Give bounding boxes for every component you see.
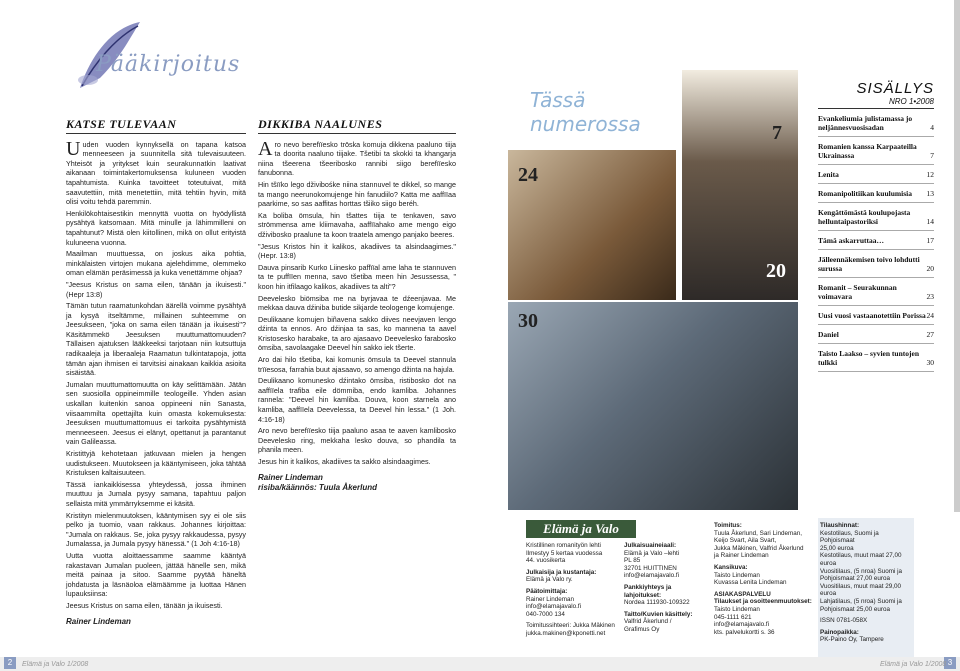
dropcap: U [66, 137, 81, 160]
photo-radio-studio [508, 302, 798, 510]
masthead-line: ja Rainer Lindeman [714, 552, 769, 560]
toc-item-page: 30 [926, 358, 934, 367]
toc-item[interactable] [818, 325, 934, 344]
toc-item-page: 7 [930, 151, 934, 160]
toc-item-title: Lenita [818, 170, 839, 179]
toc-item[interactable] [818, 278, 934, 306]
masthead-column [820, 522, 912, 644]
section-title: Pääkirjoitus [96, 52, 241, 77]
toc-item-page: 23 [926, 292, 934, 301]
masthead-line: Kansikuva: [714, 563, 748, 571]
masthead-line: Rainer Lindeman [526, 595, 574, 603]
toc-item[interactable] [818, 184, 934, 203]
paragraph: Uuden vuoden kynnyksellä on tapana katsoa menneeseen ja suunnitella sitä tulevaisuuteen. Yhteisöt ja yritykset kuin seurakunnatkin laativat aikanaan toimintakertomuksensa kuluneen vuoden tapahtumista. Kuinka tavoitteet toteutuivat, mitä saavutettiin, mitä menetettiin, mitä tehtiin hyvin, mitä olisi voitu tehdä paremmin. [66, 137, 246, 207]
page-number: 2 [4, 657, 16, 669]
masthead-line: jukka.makinen@kponetti.net [526, 629, 606, 637]
masthead-line: 44. vuosikerta [526, 557, 566, 565]
toc-item[interactable] [818, 306, 934, 325]
toc-item[interactable] [818, 231, 934, 250]
toc-item-page: 14 [926, 217, 934, 226]
column-heading: DIKKIBA NAALUNES [258, 120, 456, 134]
paragraph: Kristittyjä kehotetaan jatkuvaan mielen ja hengen uudistukseen. Muutokseen ja kääntymiseen, joka tähtää Kristuksen kaltaisuuteen. [66, 449, 246, 478]
feature-title: Tässä numerossa [530, 88, 641, 136]
masthead-line: Tilaukset ja osoitteenmuutokset: [714, 598, 812, 606]
page-number: 3 [944, 657, 956, 669]
paragraph: Deulikaano komunesko dźintako ömsiba, ristibosko dot na aaffïïela trafiba eile dömmiba, endo kamliba. Johannes rannela: "Deevel hin kamliba. Douva, koon starnela ano kamliba, aaffïïela Deevelessa, ta Deevel hin lessa." (1 Joh. 4:16-18) [258, 376, 456, 424]
masthead-line: 32701 HUITTINEN [624, 564, 677, 572]
toc-item-page: 27 [926, 330, 934, 339]
masthead-line: 25,00 euroa [820, 544, 854, 552]
photo-page-number: 7 [772, 122, 782, 144]
toc-item-page: 24 [926, 311, 934, 320]
toc-item[interactable] [818, 250, 934, 278]
masthead-line: 045-1111 621 [714, 613, 752, 621]
paragraph: Aro nevo berefïïesko trōska komuja dikkena paaluno tiija ta doorita naaluno tiijake. Tšetibi ta skokki ta khangarja niina tšeerena tšeeribosko rannibi siigo berefïïesko fanubonna. [258, 137, 456, 178]
editorial-column-finnish [66, 117, 246, 626]
masthead-line: 040-7000 134 [526, 610, 565, 618]
toc-item-title: Tämä askarruttaa… [818, 236, 885, 245]
paragraph: Dauva pinsarib Kurko Liinesko paffïïal ame laha te stannuven ta te puffïïen menna, savo tšetiba meen hin Jesussessa, " koon hin itfilaago kalikos, akadiives ta alti"? [258, 262, 456, 291]
masthead-line: Lahjatilaus, (5 nroa) Suomi ja Pohjoismaat 25,00 euroa [820, 597, 902, 613]
footer-text: Elämä ja Valo 1/2008 [880, 661, 947, 668]
toc-item-title: Romanipolitiikan kuulumisia [818, 189, 912, 198]
masthead-line: Päätoimittaja: [526, 587, 568, 595]
toc-item[interactable] [818, 137, 934, 165]
masthead-line: Taitto/Kuvien käsittely: [624, 610, 693, 618]
masthead-line: Elämä ja Valo –lehti [624, 549, 680, 557]
masthead-line: PK-Paino Oy, Tampere [820, 636, 884, 644]
signature: Rainer Lindeman [258, 472, 323, 482]
toc-item-title: Kengättömästä koulupojasta helluntaipastoriksi [818, 208, 911, 226]
masthead-line: Nordea 111930-109322 [624, 599, 690, 607]
paragraph: Jeesus Kristus on sama eilen, tänään ja ikuisesti. [66, 600, 223, 610]
masthead-column [624, 542, 708, 634]
toc-item-title: Uusi vuosi vastaanotettiin Porissa [818, 311, 926, 320]
photo-page-number: 20 [766, 260, 786, 282]
masthead-line: info@elamajavalo.fi [526, 603, 582, 611]
masthead-line: Tuula Åkerlund, Sari Lindeman, [714, 529, 802, 537]
photo-family [682, 70, 798, 300]
paragraph: Deulikaane komujen biñavena sakko diives neevjaven lengo dźinta ta ennos. Aro dźinjaa ta sas, ko mannena ta aavel Kristosesko harabake, ta aro ajasaavo Deevelesko farabosko ömsiba, savolaagake Deevel hin sakko iek tšerte. [258, 314, 456, 353]
paragraph: "Jeesus Kristus on sama eilen, tänään ja ikuisesti." (Hepr 13:8) [66, 279, 246, 299]
footer-text: Elämä ja Valo 1/2008 [22, 661, 89, 668]
masthead-line: Kestotilaus, Suomi ja Pohjoismaat [820, 529, 879, 545]
masthead-line: ISSN 0781-058X [820, 617, 868, 625]
paragraph: Aro nevo berefïïesko tiija paaluno asaa te aaven kamlibosko Deevelesko ring, mekkaha lesko douva, so phandila ta phanila meen. [258, 426, 456, 455]
masthead-line: Valfrid Åkerlund / [624, 618, 672, 626]
photo-page-number: 24 [518, 164, 538, 186]
toc-item-title: Jälleennäkemisen toivo lohdutti surussa [818, 255, 920, 273]
paragraph: Maailman muuttuessa, on joskus aika pohtia, minkälaisten virtojen mukana ajelehdimme, olemmeko oman elämän peräsimessä ja kuka venettämme ohjaa? [66, 249, 246, 278]
masthead-line: Painopaikka: [820, 628, 859, 636]
toc-item-title: Romanit – Seurakunnan voimavara [818, 283, 897, 301]
toc-item-title: Romanien kanssa Karpaateilla Ukrainassa [818, 142, 917, 160]
table-of-contents [818, 80, 934, 372]
toc-item-page: 4 [930, 123, 934, 132]
paragraph: Henkilökohtaisestikin mennyttä vuotta on hyödyllistä pysähtyä katsomaan. Mitä minulle ja lähimmilleni on tapahtunut? Mistä olen kiitollinen, mikä on ollut erityistä kuluneena vuonna. [66, 208, 246, 247]
masthead-line: Julkaisija ja kustantaja: [526, 568, 597, 576]
photo-page-number: 30 [518, 310, 538, 332]
masthead-line: Kestotilaus, muut maat 27,00 euroa [820, 552, 902, 567]
paragraph: Aro dai hilo tšetiba, kai komunis ömsula ta Deevel stannula trïïesosa, farrahia buut ajasaavo, so amengo džinta na hajula. [258, 355, 456, 374]
magazine-logo: Elämä ja Valo [526, 520, 636, 538]
masthead-line: Ilmestyy 5 kertaa vuodessa [526, 549, 603, 557]
toc-item-title: Taisto Laakso – syvien tuntojen tulkki [818, 349, 919, 367]
photo-group-of-men [508, 150, 676, 300]
editorial-column-romani [258, 117, 456, 493]
masthead-line: Julkaisuaineiaali: [624, 542, 677, 549]
toc-heading: SISÄLLYS [856, 80, 934, 97]
paragraph: Jumalan muuttumattomuutta on käy selittämään. Jätän sen suosiolla oppineimmille teologeille. Yhden asian uskallan kuitenkin sanoa oppineeni niin Sanasta, viisaammilta opettajilta kuin omasta kokemuksesta: Jeesuksen muuttumattomuus ei tarkoita pysähtymistä menneeseen. Jeesus ei elänyt, opettanut ja parantanut vain Galileassa. [66, 379, 246, 447]
masthead-line: PL 85 [624, 557, 641, 565]
masthead-line: Grafimus Oy [624, 625, 660, 633]
paragraph: Jesus hin it kalikos, akadiives ta sakko alsindaagimes. [258, 457, 431, 466]
translator-credit: risiba/käännös: Tuula Åkerlund [258, 483, 377, 493]
paragraph: Hin tšïïko lego dživibośke niina stannuvel te dikkel, so mange ta mango neerunokomujenge hin fanudiilo? Katta me aaffïïaa paarkime, so sas aaffitas horttas tšiiko siigo beréh. [258, 179, 456, 209]
paragraph: Kristityn mielenmuutoksen, kääntymisen syy ei ole siis pelko ja tuomio, vaan rakkaus. Johannes kirjoittaa: "Jumala on rakkaus. Se, joka pysyy rakkaudessa, pysyy Jumalassa, ja Jumala pysyy hänessä." (1 Joh 4:16-18) [66, 510, 246, 549]
toc-item[interactable] [818, 203, 934, 231]
masthead-line: Kuvassa Lenita Lindeman [714, 579, 787, 587]
masthead-line: Toimitus: [714, 522, 742, 529]
toc-item[interactable] [818, 165, 934, 184]
toc-item-page: 12 [926, 170, 934, 179]
masthead [500, 512, 960, 671]
paragraph: Uutta vuotta aloittaessamme saamme kääntyä rakastavan Jumalan puoleen, jättää hänelle sen, mikä meitä painaa ja sitoo. Saamme pyytää häneltä johdatusta ja läsnäoloa elämäämme ja luottaa Hänen lupauksiinsa: [66, 550, 246, 599]
toc-item-page: 20 [926, 264, 934, 273]
toc-item-page: 13 [926, 189, 934, 198]
toc-item-page: 17 [926, 236, 934, 245]
masthead-line: ASIAKASPALVELU [714, 590, 771, 598]
masthead-line: Toimitussihteeri: Jukka Mäkinen [526, 622, 615, 630]
masthead-line: Keijo Svart, Aila Svart, [714, 537, 777, 545]
masthead-line: info@elamajavalo.fi [624, 572, 680, 580]
masthead-line: Vuositilaus, muut maat 29,00 euroa [820, 582, 901, 598]
masthead-line: Tilaushinnat: [820, 522, 860, 529]
paragraph: Ka boliba ömsula, hin tšattes tiija te tenkaven, savo strömmensa ame kliimavaha, aaffïïahako ame mengo eigo dživibosko praalune ta koon traatela amengo panjako beeres. [258, 210, 456, 239]
column-heading: KATSE TULEVAAN [66, 120, 246, 134]
masthead-line: Taisto Lindeman [714, 605, 760, 613]
masthead-line: Elämä ja Valo ry. [526, 576, 573, 584]
toc-item[interactable] [818, 109, 934, 137]
masthead-line: Kristillinen romanityön lehti [526, 542, 601, 549]
masthead-line: Pankkiyhteys ja lahjoitukset: [624, 583, 672, 599]
masthead-line: Jukka Mäkinen, Valfrid Åkerlund [714, 544, 804, 552]
toc-item[interactable] [818, 344, 934, 372]
dropcap: A [258, 137, 273, 160]
masthead-line: kts. palvelukortti s. 36 [714, 628, 775, 636]
masthead-line: info@elamajavalo.fi [714, 621, 770, 629]
masthead-line: Vuositilaus, (5 nroa) Suomi ja Pohjoismaat 27,00 euroa [820, 567, 903, 583]
masthead-column [526, 542, 626, 638]
paragraph: Tässä iankaikkisessa yhteydessä, jossa ihminen muuttuu ja Jumala pysyy samana, tapahtuu paljon sellaista mitä ymmärryksemme ei käsitä. [66, 479, 246, 508]
signature: Rainer Lindeman [66, 616, 131, 626]
toc-item-title: Daniel [818, 330, 839, 339]
paragraph: Deevelesko biömsiba me na byrjavaa te dźeenjavaa. Me mekkaa dauva dźiniba butide sikjarde teologenge komujenge. [258, 293, 456, 313]
masthead-column [714, 522, 814, 636]
paragraph: "Jesus Kristos hin it kalikos, akadiives ta alsindaagimes." (Hepr. 13:8) [258, 241, 456, 261]
masthead-line: Taisto Lindeman [714, 571, 760, 579]
toc-item-title: Evankeliumia julistamassa jo neljännesvuosisadan [818, 114, 913, 132]
toc-issue: NRO 1•2008 [818, 97, 934, 109]
paragraph: Tämän tutun raamatunkohdan äärellä voimme pysähtyä ja kysyä itseltämme, millainen suhteemme on Jeesukseen, "joka on sama eilen tänään ja ikuisesti"? Käsitämmekö Jeesuksen muuttumattomuuden? Tällaisen ajatuksen lääkkeeksi tarjotaan niin kutsuttuja radikaaleja ja liberaaleja Raamatun tulkintatapoja, jotta tämän ajan ihmisen ei tarvitsisi ainakaan kaikkia asioita sisäistää. [66, 301, 246, 378]
